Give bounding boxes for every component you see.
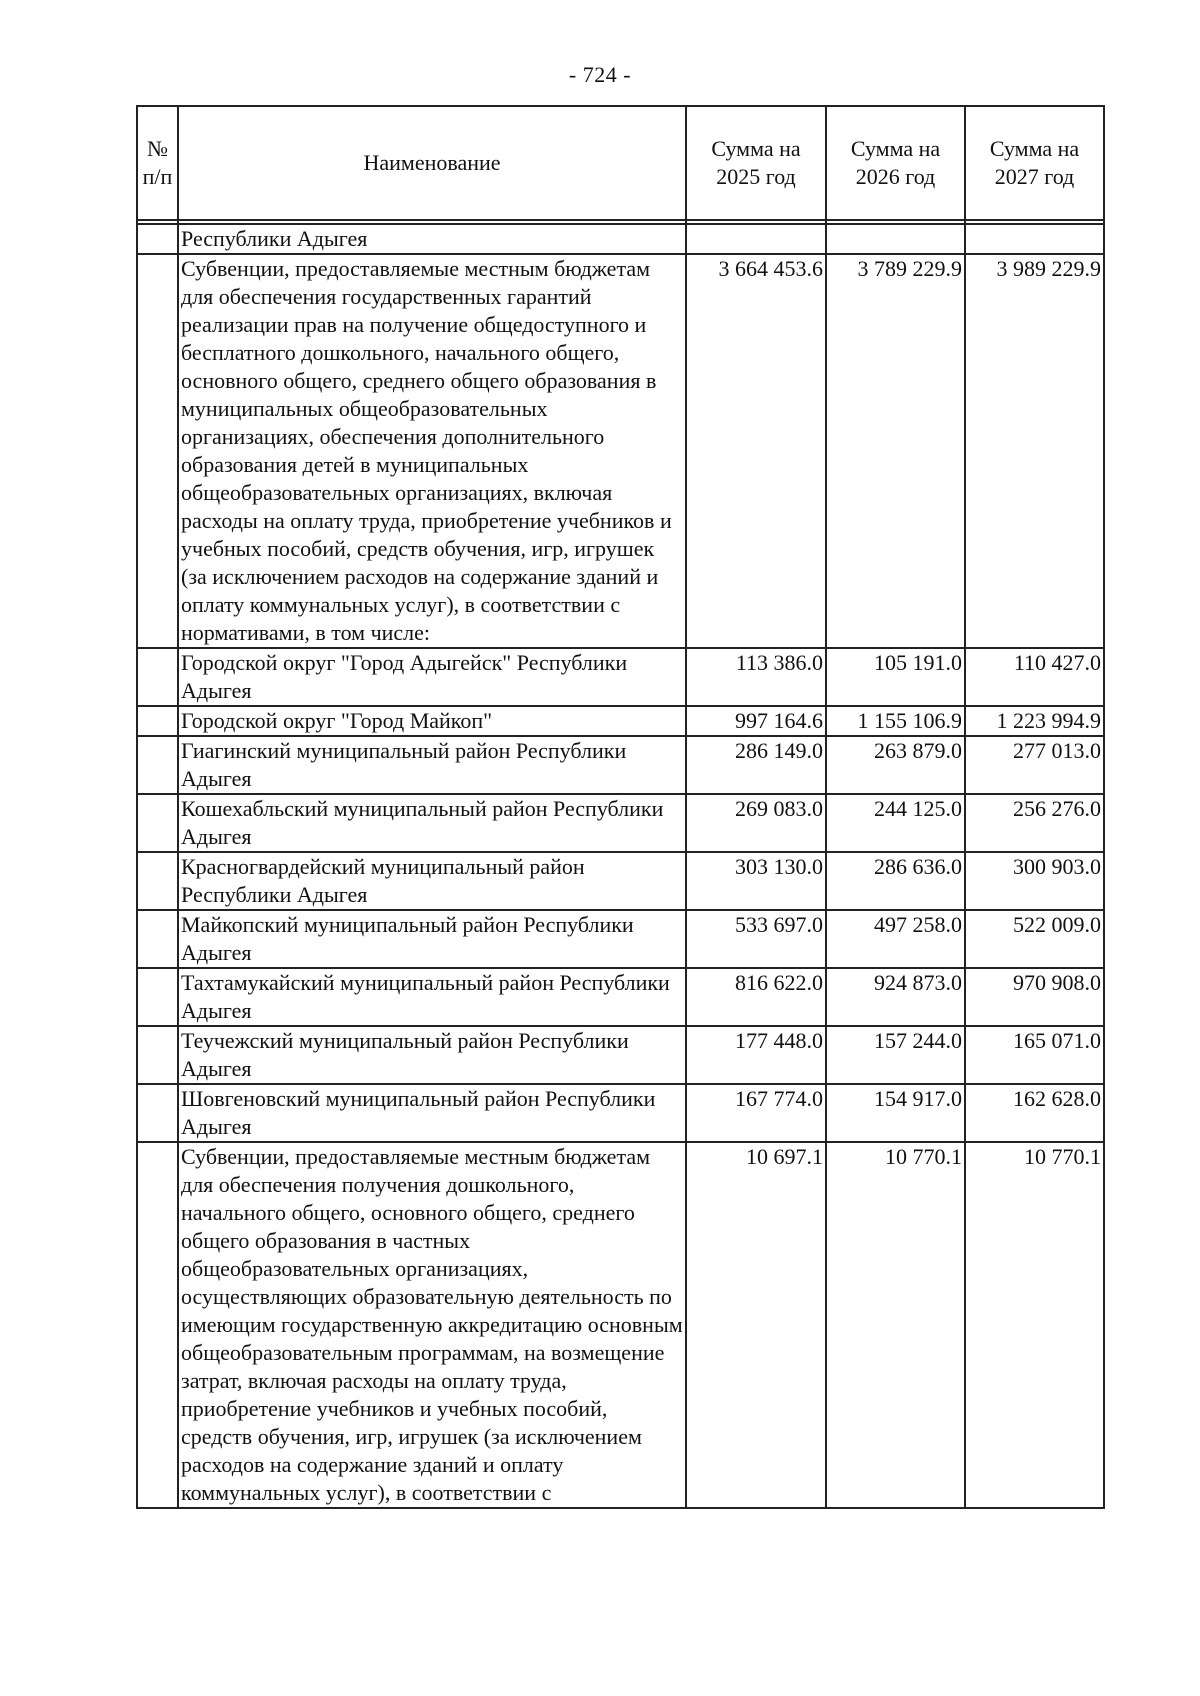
row-sum-2026: 157 244.0 (826, 1026, 965, 1084)
table-row (137, 1142, 1104, 1508)
row-sum-2027: 162 628.0 (965, 1084, 1104, 1142)
row-number (137, 852, 178, 910)
row-number (137, 736, 178, 794)
row-sum-2027: 300 903.0 (965, 852, 1104, 910)
page-number: - 724 - (568, 62, 632, 87)
row-number (137, 224, 178, 254)
header-number: № п/п (137, 106, 178, 220)
row-sum-2027 (965, 224, 1104, 254)
row-name: Субвенции, предоставляемые местным бюджетам для обеспечения получения дошкольного, начального общего, основного общего, среднего общего образования в частных общеобразовательных организациях, осуществляющих образовательную деятельность по имеющим государственную аккредитацию основным общеобразовательным программам, на возмещение затрат, включая расходы на оплату труда, приобретение учебников и учебных пособий, средств обучения, игр, игрушек (за исключением расходов на содержание зданий и оплату коммунальных услуг), в соответствии с (178, 1142, 686, 1508)
row-name: Теучежский муниципальный район Республики Адыгея (178, 1026, 686, 1084)
row-sum-2025: 286 149.0 (686, 736, 826, 794)
table-header-row (137, 106, 1104, 220)
row-number (137, 648, 178, 706)
budget-table (136, 105, 1105, 1509)
row-sum-2025: 533 697.0 (686, 910, 826, 968)
row-number (137, 1084, 178, 1142)
row-sum-2027: 277 013.0 (965, 736, 1104, 794)
header-sum-2025: Сумма на 2025 год (686, 106, 826, 220)
row-sum-2026: 497 258.0 (826, 910, 965, 968)
row-sum-2027: 256 276.0 (965, 794, 1104, 852)
row-name: Шовгеновский муниципальный район Республики Адыгея (178, 1084, 686, 1142)
row-sum-2026: 924 873.0 (826, 968, 965, 1026)
row-name: Майкопский муниципальный район Республики Адыгея (178, 910, 686, 968)
row-number (137, 968, 178, 1026)
row-sum-2026: 1 155 106.9 (826, 706, 965, 736)
row-sum-2025: 177 448.0 (686, 1026, 826, 1084)
row-sum-2025: 997 164.6 (686, 706, 826, 736)
row-name: Тахтамукайский муниципальный район Республики Адыгея (178, 968, 686, 1026)
header-sum-2026: Сумма на 2026 год (826, 106, 965, 220)
table-row (137, 224, 1104, 254)
row-sum-2027: 110 427.0 (965, 648, 1104, 706)
row-sum-2025: 10 697.1 (686, 1142, 826, 1508)
row-sum-2027: 522 009.0 (965, 910, 1104, 968)
row-sum-2025: 167 774.0 (686, 1084, 826, 1142)
row-sum-2026: 10 770.1 (826, 1142, 965, 1508)
row-number (137, 794, 178, 852)
row-name: Гиагинский муниципальный район Республики Адыгея (178, 736, 686, 794)
header-name: Наименование (178, 106, 686, 220)
row-number (137, 910, 178, 968)
table-row (137, 648, 1104, 706)
row-name: Кошехабльский муниципальный район Республики Адыгея (178, 794, 686, 852)
row-sum-2025 (686, 224, 826, 254)
row-sum-2027: 970 908.0 (965, 968, 1104, 1026)
row-number (137, 1026, 178, 1084)
table-row (137, 968, 1104, 1026)
row-sum-2027: 165 071.0 (965, 1026, 1104, 1084)
row-sum-2026: 154 917.0 (826, 1084, 965, 1142)
row-sum-2025: 113 386.0 (686, 648, 826, 706)
row-number (137, 706, 178, 736)
row-sum-2026: 286 636.0 (826, 852, 965, 910)
row-name: Городской округ "Город Майкоп" (178, 706, 686, 736)
row-name: Республики Адыгея (178, 224, 686, 254)
table-row (137, 736, 1104, 794)
table-row (137, 910, 1104, 968)
row-sum-2026: 3 789 229.9 (826, 254, 965, 648)
row-sum-2027: 10 770.1 (965, 1142, 1104, 1508)
row-name: Субвенции, предоставляемые местным бюджетам для обеспечения государственных гарантий реализации прав на получение общедоступного и бесплатного дошкольного, начального общего, основного общего, среднего общего образования в муниципальных общеобразовательных организациях, обеспечения дополнительного образования детей в муниципальных общеобразовательных организациях, включая расходы на оплату труда, приобретение учебников и учебных пособий, средств обучения, игр, игрушек (за исключением расходов на содержание зданий и оплату коммунальных услуг), в соответствии с нормативами, в том числе: (178, 254, 686, 648)
header-sum-2027: Сумма на 2027 год (965, 106, 1104, 220)
row-name: Красногвардейский муниципальный район Республики Адыгея (178, 852, 686, 910)
row-sum-2026: 105 191.0 (826, 648, 965, 706)
row-number (137, 1142, 178, 1508)
row-sum-2026 (826, 224, 965, 254)
row-number (137, 254, 178, 648)
table-row (137, 794, 1104, 852)
row-name: Городской округ "Город Адыгейск" Республики Адыгея (178, 648, 686, 706)
table-row (137, 1026, 1104, 1084)
row-sum-2025: 3 664 453.6 (686, 254, 826, 648)
table-row (137, 706, 1104, 736)
row-sum-2026: 244 125.0 (826, 794, 965, 852)
table-row (137, 254, 1104, 648)
row-sum-2027: 1 223 994.9 (965, 706, 1104, 736)
table-row (137, 852, 1104, 910)
row-sum-2026: 263 879.0 (826, 736, 965, 794)
row-sum-2025: 303 130.0 (686, 852, 826, 910)
row-sum-2025: 269 083.0 (686, 794, 826, 852)
table-row (137, 1084, 1104, 1142)
row-sum-2025: 816 622.0 (686, 968, 826, 1026)
row-sum-2027: 3 989 229.9 (965, 254, 1104, 648)
